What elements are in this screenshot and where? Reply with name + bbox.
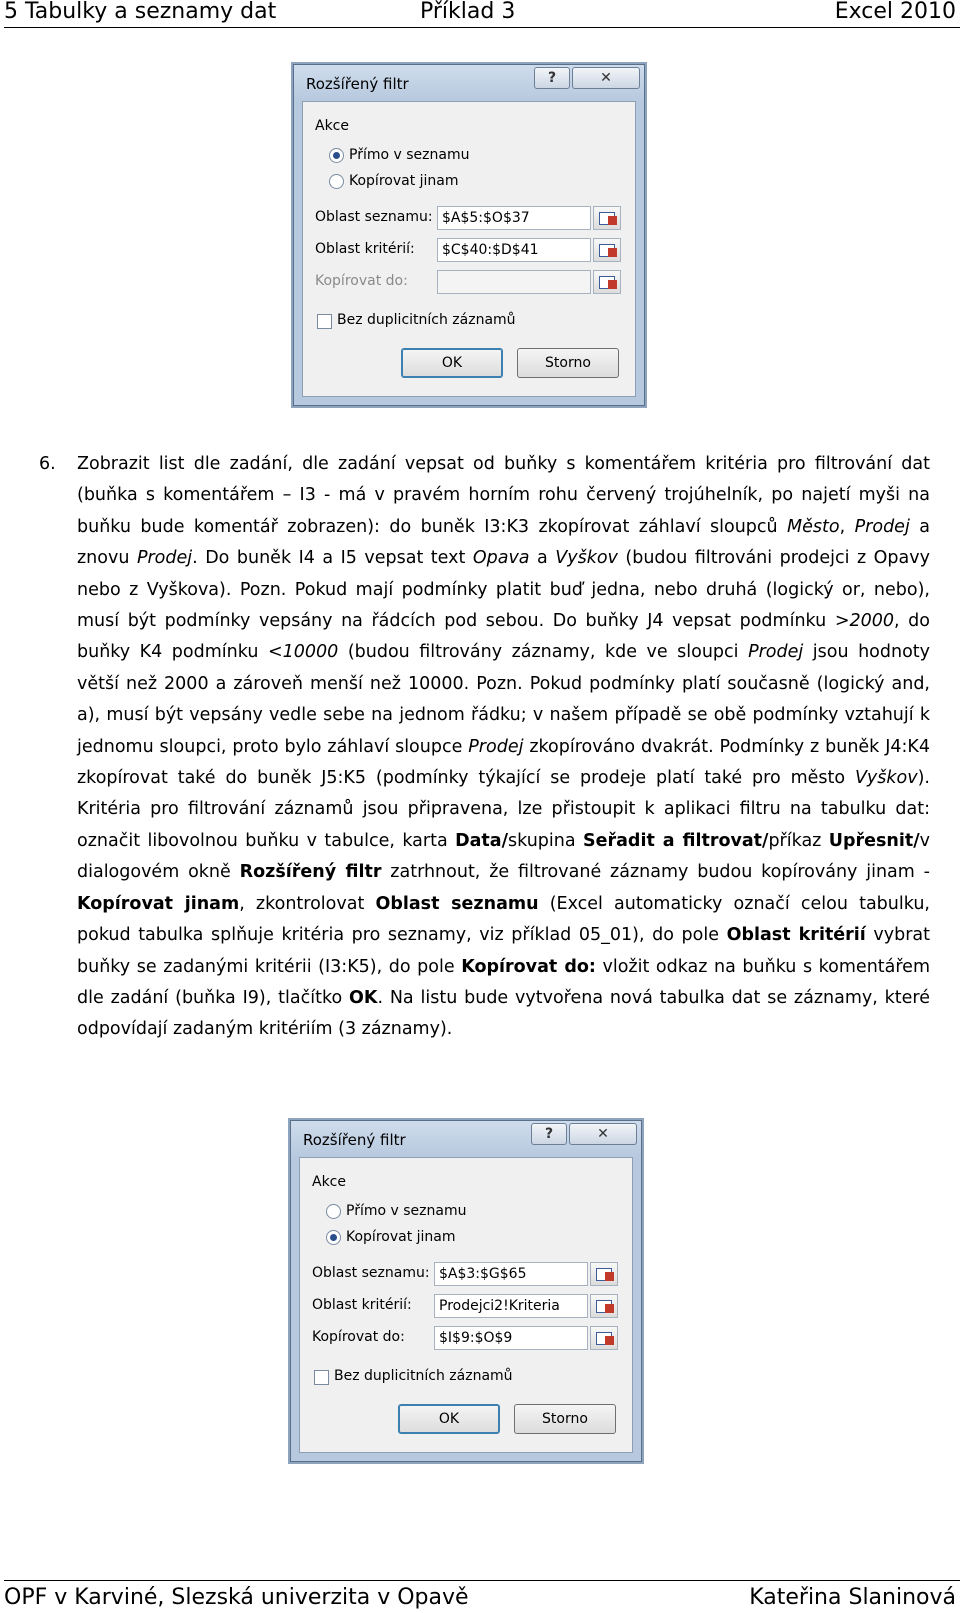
task-number: 6. xyxy=(39,454,56,474)
text-italic: Město xyxy=(787,516,840,537)
radio-copy[interactable] xyxy=(326,1230,341,1245)
header-chapter: 5 Tabulky a seznamy dat xyxy=(4,0,277,24)
text-italic: Prodej xyxy=(136,548,193,569)
dialog-titlebar xyxy=(291,1121,641,1157)
text-bold: Seřadit a filtrovat/ xyxy=(583,830,769,851)
help-icon[interactable]: ? xyxy=(534,67,570,89)
criteria-range-label: Oblast kritérií: xyxy=(312,1297,412,1313)
copy-to-label: Kopírovat do: xyxy=(315,273,408,289)
copy-to-input[interactable]: $I$9:$O$9 xyxy=(434,1326,588,1350)
dialog-client xyxy=(302,101,636,397)
text-italic: Vyškov xyxy=(555,548,618,569)
cancel-button[interactable]: Storno xyxy=(514,1404,616,1434)
radio-copy[interactable] xyxy=(329,174,344,189)
text-run: (budou filtrovány záznamy, kde ve sloupci xyxy=(338,642,749,663)
close-icon[interactable]: ✕ xyxy=(569,1123,637,1145)
text-italic: <10000 xyxy=(267,642,339,663)
text-bold: OK xyxy=(349,987,378,1008)
list-range-input[interactable]: $A$3:$G$65 xyxy=(434,1262,588,1286)
copy-to-input[interactable] xyxy=(437,270,591,294)
dialog-title: Rozšířený filtr xyxy=(303,1131,406,1149)
radio-copy-label: Kopírovat jinam xyxy=(346,1229,456,1245)
task-paragraph xyxy=(39,449,931,1046)
advanced-filter-dialog-1 xyxy=(293,64,645,406)
text-run: . Na listu bude vytvořena nová tabulka dat se záznamy, které odpovídají zadaným kritériím (3 záznamy). xyxy=(77,987,930,1040)
unique-records-label: Bez duplicitních záznamů xyxy=(337,312,516,328)
list-range-input[interactable]: $A$5:$O$37 xyxy=(437,206,591,230)
text-italic: Prodej xyxy=(748,642,804,663)
header-app: Excel 2010 xyxy=(834,0,956,24)
text-run: jsou hodnoty větší než 2000 a zároveň menší než 10000. Pozn. Pokud podmínky platí současně (logický and, a), musí být vepsány vedle sebe na jednom řádku; v našem případě se obě podmínky vztahují k jednomu sloupci, proto bylo záhlaví sloupce xyxy=(77,642,931,757)
radio-in-place[interactable] xyxy=(326,1204,341,1219)
dialog-client xyxy=(299,1157,633,1453)
text-bold: Oblast seznamu xyxy=(375,893,539,914)
text-italic: >2000 xyxy=(834,611,895,632)
advanced-filter-dialog-2 xyxy=(290,1120,642,1462)
criteria-range-collapse-icon[interactable] xyxy=(593,238,621,262)
close-icon[interactable]: ✕ xyxy=(572,67,640,89)
copy-to-label: Kopírovat do: xyxy=(312,1329,405,1345)
text-italic: Prodej xyxy=(468,736,524,757)
radio-in-place[interactable] xyxy=(329,148,344,163)
text-run: zkopírováno dvakrát. Podmínky z buněk J4:K4 zkopírovat také do buněk J5:K5 (podmínky týkající se prodeje platí také pro město xyxy=(77,736,931,789)
text-run: , xyxy=(839,516,855,537)
text-run: skupina xyxy=(508,830,583,851)
unique-records-label: Bez duplicitních záznamů xyxy=(334,1368,513,1384)
text-italic: Opava xyxy=(472,548,530,569)
text-run: a znovu xyxy=(77,516,930,569)
group-label-akce: Akce xyxy=(312,1174,346,1190)
header-example: Příklad 3 xyxy=(420,0,516,24)
list-range-label: Oblast seznamu: xyxy=(312,1265,430,1281)
page-header xyxy=(4,0,960,28)
text-italic: Prodej xyxy=(854,516,910,537)
text-run: (budou filtrováni prodejci z Opavy nebo z Vyškova). Pozn. Pokud mají podmínky platit buď jedna, nebo druhá (logický or, nebo), musí být podmínky vepsány na řádcích pod sebou. Do buňky J4 vepsat podmínku xyxy=(77,548,930,632)
dialog-titlebar xyxy=(294,65,644,101)
text-bold: Kopírovat jinam xyxy=(77,893,240,914)
copy-to-collapse-icon[interactable] xyxy=(590,1326,618,1350)
unique-records-checkbox[interactable] xyxy=(314,1370,329,1385)
list-range-label: Oblast seznamu: xyxy=(315,209,433,225)
text-bold: Rozšířený filtr xyxy=(239,862,382,883)
radio-in-place-label: Přímo v seznamu xyxy=(349,147,470,163)
text-run: Zobrazit list dle zadání, dle zadání vepsat od buňky s komentářem kritéria pro filtrování dat (buňka s komentářem – I3 - má v pravém horním rohu červený trojúhelník, po najetí myši na buňku bude komentář zobrazen): do buněk I3:K3 zkopírovat záhlaví sloupců xyxy=(77,454,930,537)
group-label-akce: Akce xyxy=(315,118,349,134)
criteria-range-collapse-icon[interactable] xyxy=(590,1294,618,1318)
copy-to-collapse-icon[interactable] xyxy=(593,270,621,294)
page-footer xyxy=(4,1580,960,1613)
text-bold: Kopírovat do: xyxy=(461,956,596,977)
text-run: (Excel automaticky označí celou tabulku, pokud tabulka splňuje kritéria pro seznamy, viz příklad 05_01), do pole xyxy=(77,893,930,946)
help-icon[interactable]: ? xyxy=(531,1123,567,1145)
criteria-range-input[interactable]: $C$40:$D$41 xyxy=(437,238,591,262)
text-run: . Do buněk I4 a I5 vepsat text xyxy=(192,548,473,569)
cancel-button[interactable]: Storno xyxy=(517,348,619,378)
text-bold: Data/ xyxy=(455,830,508,851)
radio-in-place-label: Přímo v seznamu xyxy=(346,1203,467,1219)
text-bold: Oblast kritérií xyxy=(726,925,866,946)
text-run: zatrhnout, že filtrované záznamy budou kopírovány jinam - xyxy=(381,862,930,883)
criteria-range-label: Oblast kritérií: xyxy=(315,241,415,257)
footer-institution: OPF v Karviné, Slezská univerzita v Opavě xyxy=(4,1585,469,1610)
ok-button[interactable]: OK xyxy=(401,348,503,378)
criteria-range-input[interactable]: Prodejci2!Kriteria xyxy=(434,1294,588,1318)
text-run: ). Kritéria pro filtrování záznamů jsou připravena, lze přistoupit k aplikaci filtru na tabulku dat: označit libovolnou buňku v tabulce, karta xyxy=(77,768,930,851)
text-bold: Upřesnit/ xyxy=(828,830,920,851)
list-range-collapse-icon[interactable] xyxy=(593,206,621,230)
text-run: , do buňky K4 podmínku xyxy=(77,611,930,663)
list-range-collapse-icon[interactable] xyxy=(590,1262,618,1286)
text-run: vybrat buňky se zadanými kritérii (I3:K5), do pole xyxy=(77,925,930,977)
text-run: příkaz xyxy=(768,830,829,851)
text-run: , zkontrolovat xyxy=(239,893,376,914)
dialog-title: Rozšířený filtr xyxy=(306,75,409,93)
unique-records-checkbox[interactable] xyxy=(317,314,332,329)
radio-copy-label: Kopírovat jinam xyxy=(349,173,459,189)
footer-author: Kateřina Slaninová xyxy=(749,1585,956,1610)
text-run: vložit odkaz na buňku s komentářem dle zadání (buňka I9), tlačítko xyxy=(77,956,930,1008)
text-run: a xyxy=(529,548,556,569)
text-italic: Vyškov xyxy=(854,768,918,789)
text-run: v dialogovém okně xyxy=(77,830,930,883)
ok-button[interactable]: OK xyxy=(398,1404,500,1434)
